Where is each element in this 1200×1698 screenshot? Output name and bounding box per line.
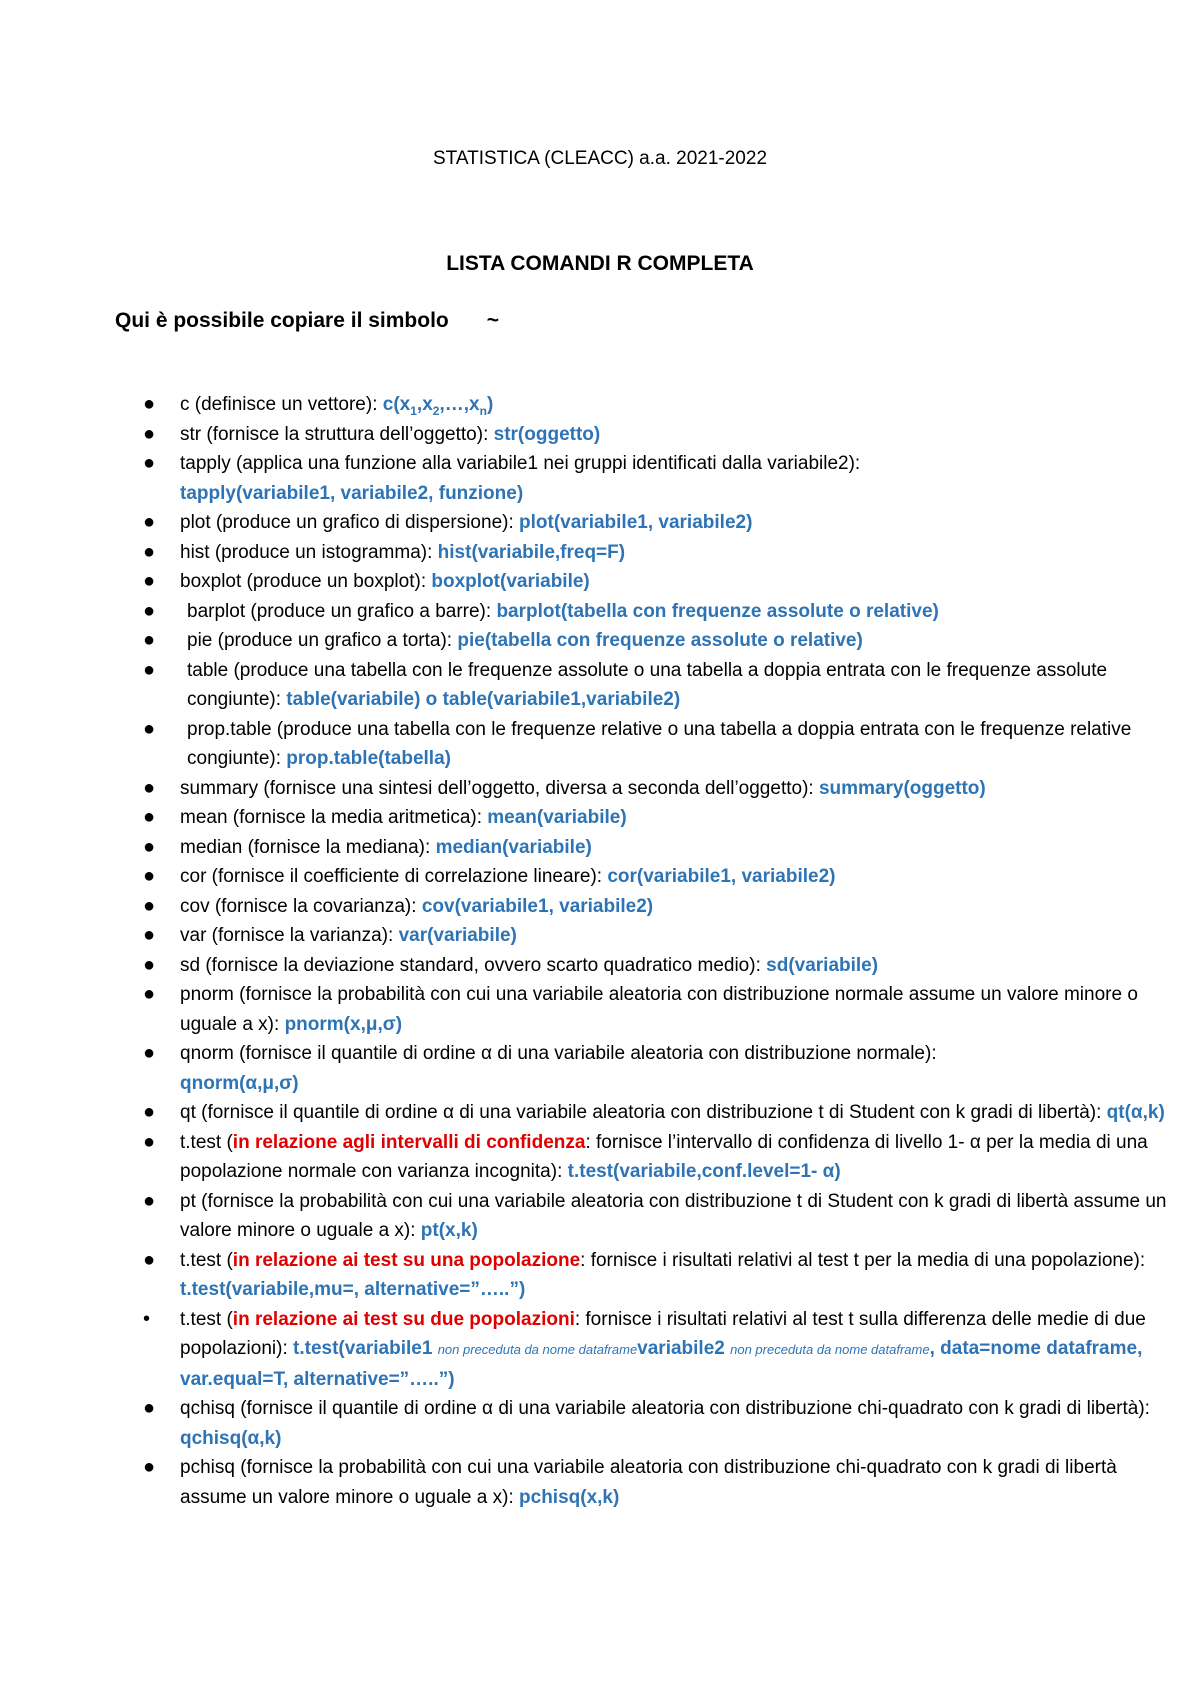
item-code: variabile2 [637, 1338, 731, 1359]
item-text: mean (fornisce la media aritmetica): [180, 807, 488, 828]
item-code: prop.table(tabella) [286, 748, 451, 769]
bullet-icon: • [143, 1307, 151, 1330]
tilde-symbol[interactable]: ~ [486, 309, 500, 332]
list-item [143, 951, 1170, 981]
list-item [143, 1098, 1170, 1128]
list-item [143, 803, 1170, 833]
item-code: pnorm(x,μ,σ) [284, 1013, 403, 1035]
item-context: in relazione ai test su due popolazioni [232, 1308, 575, 1330]
list-item [143, 1305, 1170, 1395]
item-text: qchisq (fornisce il quantile di ordine α di una variabile aleatoria con distribuzione chi-quadrato con k gradi di libertà): [180, 1398, 1150, 1419]
item-text: str (fornisce la struttura dell’oggetto): [180, 423, 494, 445]
item-code: qchisq(α,k) [180, 1427, 282, 1449]
bullet-icon: ● [143, 422, 156, 445]
item-code: table(variabile) o table(variabile1,variabile2) [286, 689, 681, 710]
bullet-icon: ● [143, 983, 156, 1005]
list-item [143, 715, 1170, 774]
item-text: hist (produce un istogramma): [180, 541, 438, 563]
item-code: barplot(tabella con frequenze assolute o relative) [496, 600, 939, 622]
list-item [143, 626, 1170, 656]
bullet-icon: ● [143, 1397, 156, 1419]
item-text: boxplot (produce un boxplot): [180, 571, 432, 592]
item-prefix: t.test ( [180, 1131, 233, 1153]
item-code: t.test(variabile1 [293, 1338, 438, 1359]
bullet-icon: ● [143, 1130, 156, 1153]
item-code: mean(variabile) [487, 807, 627, 828]
bullet-icon: ● [143, 776, 156, 799]
list-item [143, 508, 1170, 538]
bullet-icon: ● [143, 599, 156, 622]
item-context: in relazione ai test su una popolazione [232, 1249, 581, 1271]
list-item [143, 892, 1170, 922]
bullet-icon: ● [143, 540, 156, 563]
item-code: pchisq(x,k) [519, 1486, 620, 1508]
item-text: summary (fornisce una sintesi dell’oggetto, diversa a seconda dell’oggetto): [180, 777, 819, 799]
item-code [382, 394, 494, 418]
item-text: sd (fornisce la deviazione standard, ovvero scarto quadratico medio): [180, 954, 767, 976]
item-code: var(variabile) [398, 925, 517, 946]
subscript: n [479, 403, 487, 418]
list-item [143, 774, 1170, 804]
item-code: pie(tabella con frequenze assolute o relative) [457, 630, 863, 651]
item-code: str(oggetto) [493, 423, 601, 445]
bullet-icon: ● [143, 393, 156, 415]
subscript: 1 [410, 403, 417, 418]
item-context: in relazione agli intervalli di confidenza [232, 1131, 586, 1153]
bullet-icon: ● [143, 717, 156, 740]
item-code: qnorm(α,μ,σ) [180, 1072, 299, 1094]
item-text: table (produce una tabella con le frequenze assolute o una tabella a doppia entrata con le frequenze assolute congiunte): [187, 659, 1108, 710]
item-code: tapply(variabile1, variabile2, funzione) [180, 482, 524, 504]
item-text: prop.table (produce una tabella con le frequenze relative o una tabella a doppia entrata con le frequenze relative congiunte): [187, 718, 1132, 769]
item-code: summary(oggetto) [818, 777, 986, 799]
item-text: qt (fornisce il quantile di ordine α di una variabile aleatoria con distribuzione t di Student con k gradi di libertà): [180, 1102, 1107, 1123]
item-text: barplot (produce un grafico a barre): [187, 600, 497, 622]
item-text: pnorm (fornisce la probabilità con cui una variabile aleatoria con distribuzione normale assume un valore minore o uguale a x): [180, 984, 1138, 1035]
bullet-icon: ● [143, 835, 156, 858]
subscript: 2 [432, 403, 440, 418]
list-item [143, 567, 1170, 597]
bullet-icon: ● [143, 1042, 156, 1064]
list-item [143, 1128, 1170, 1187]
item-prefix: t.test ( [180, 1249, 233, 1271]
list-item [143, 1394, 1170, 1453]
item-note: non preceduta da nome dataframe [437, 1342, 638, 1357]
list-item [143, 921, 1170, 951]
command-list [143, 390, 1170, 1512]
item-code: hist(variabile,freq=F) [437, 541, 626, 563]
list-item [143, 1039, 1170, 1098]
list-item [143, 1246, 1170, 1305]
code-part: ,x [416, 394, 433, 415]
list-item [143, 390, 1170, 420]
item-code: plot(variabile1, variabile2) [519, 512, 753, 533]
item-code: , data=nome dataframe, var.equal=T, alternative=”…..”) [180, 1338, 1143, 1390]
item-text: median (fornisce la mediana): [180, 836, 436, 858]
code-part: c(x [382, 394, 411, 415]
item-code: boxplot(variabile) [431, 571, 590, 592]
item-text: pt (fornisce la probabilità con cui una variabile aleatoria con distribuzione t di Student con k gradi di libertà assume un valore minore o uguale a x): [180, 1190, 1167, 1241]
bullet-icon: ● [143, 1189, 156, 1212]
bullet-icon: ● [143, 1248, 156, 1271]
item-code: t.test(variabile,mu=, alternative=”…..”) [180, 1279, 526, 1300]
bullet-icon: ● [143, 1456, 156, 1478]
item-text: c (definisce un vettore): [180, 394, 383, 415]
page-title: LISTA COMANDI R COMPLETA [446, 252, 754, 275]
list-item [143, 656, 1170, 715]
item-code: t.test(variabile,conf.level=1- α) [567, 1161, 841, 1182]
item-text: pie (produce un grafico a torta): [187, 630, 458, 651]
bullet-icon: ● [143, 452, 156, 474]
item-code: median(variabile) [435, 836, 592, 858]
bullet-icon: ● [143, 924, 156, 946]
item-code: cor(variabile1, variabile2) [607, 866, 836, 887]
bullet-icon: ● [143, 511, 156, 533]
item-text: cor (fornisce il coefficiente di correlazione lineare): [180, 866, 608, 887]
item-code: cov(variabile1, variabile2) [421, 895, 654, 917]
item-text: pchisq (fornisce la probabilità con cui una variabile aleatoria con distribuzione chi-quadrato con k gradi di libertà assume un valore minore o uguale a x): [180, 1457, 1117, 1508]
list-item [143, 449, 1170, 508]
item-text: : fornisce i risultati relativi al test t sulla differenza delle medie di due popolazioni): [180, 1308, 1146, 1359]
course-heading: STATISTICA (CLEACC) a.a. 2021-2022 [432, 148, 768, 169]
item-code: sd(variabile) [766, 954, 879, 976]
bullet-icon: ● [143, 894, 156, 917]
list-item [143, 1453, 1170, 1512]
bullet-icon: ● [143, 953, 156, 976]
list-item [143, 833, 1170, 863]
list-item [143, 597, 1170, 627]
item-text: : fornisce i risultati relativi al test t per la media di una popolazione): [580, 1249, 1146, 1271]
item-text: cov (fornisce la covarianza): [180, 895, 422, 917]
tilde-copy-line [115, 309, 499, 333]
list-item [143, 420, 1170, 450]
tilde-label: Qui è possibile copiare il simbolo [115, 309, 449, 332]
item-text: var (fornisce la varianza): [180, 925, 399, 946]
bullet-icon: ● [143, 806, 156, 828]
item-code: qt(α,k) [1106, 1102, 1165, 1123]
item-prefix: t.test ( [180, 1308, 233, 1330]
list-item [143, 538, 1170, 568]
bullet-icon: ● [143, 629, 156, 651]
list-item [143, 862, 1170, 892]
item-text: : fornisce l’intervallo di confidenza di livello 1- α per la media di una popolazione normale con varianza incognita): [180, 1131, 1148, 1182]
item-code: pt(x,k) [420, 1220, 478, 1241]
bullet-icon: ● [143, 570, 156, 592]
list-item [143, 980, 1170, 1039]
item-text: qnorm (fornisce il quantile di ordine α di una variabile aleatoria con distribuzione normale): [180, 1043, 937, 1064]
list-item [143, 1187, 1170, 1246]
bullet-icon: ● [143, 658, 156, 681]
bullet-icon: ● [143, 1101, 156, 1123]
item-text: tapply (applica una funzione alla variabile1 nei gruppi identificati dalla variabile2): [180, 453, 861, 474]
item-text: plot (produce un grafico di dispersione): [180, 512, 520, 533]
bullet-icon: ● [143, 865, 156, 887]
code-part: ) [486, 394, 494, 415]
item-note: non preceduta da nome dataframe [730, 1342, 930, 1357]
code-part: ,…,x [439, 394, 480, 415]
